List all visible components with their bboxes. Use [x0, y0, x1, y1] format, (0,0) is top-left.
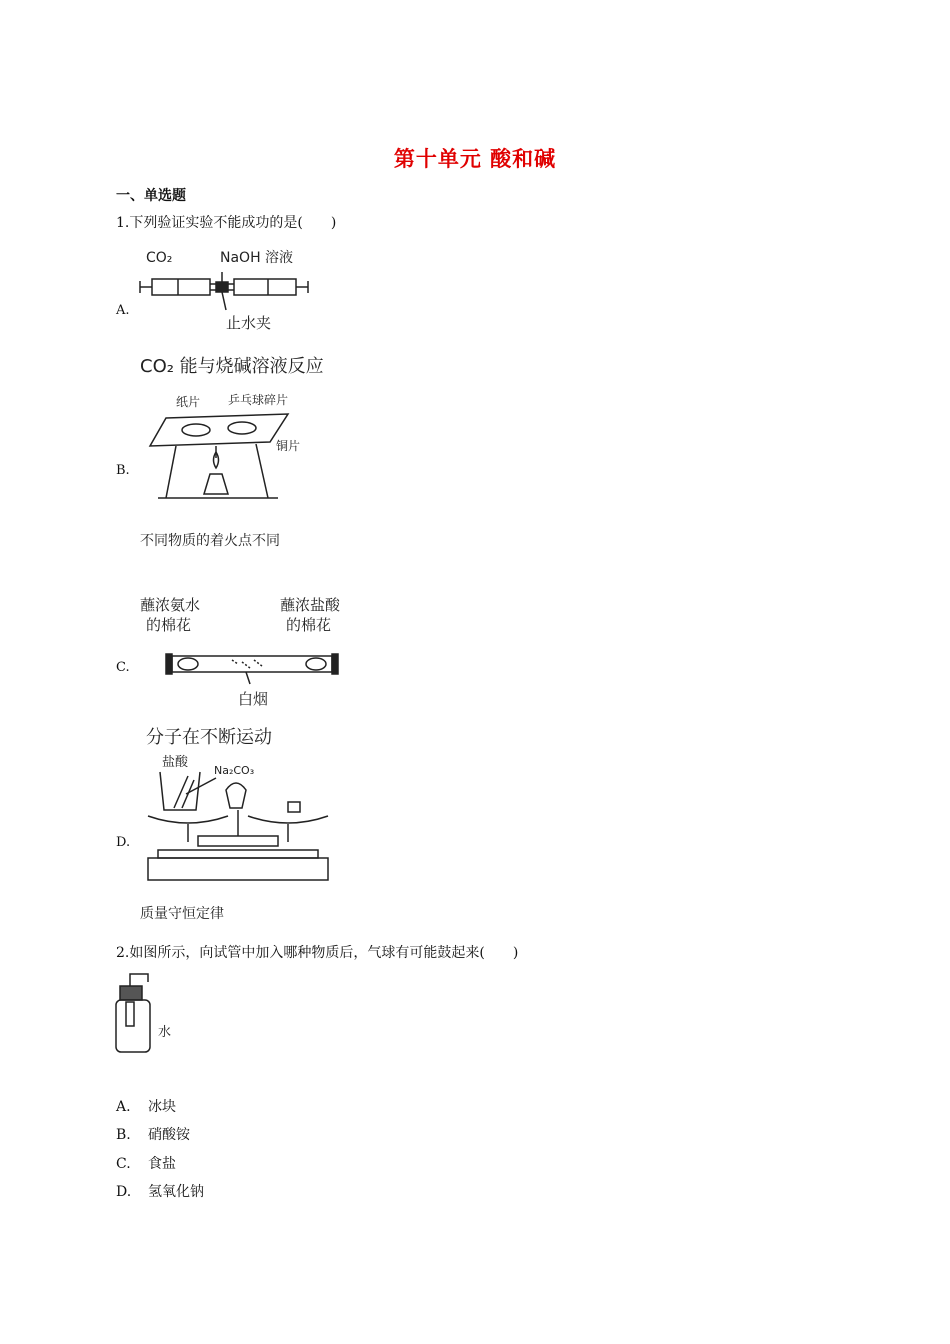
base-top: [158, 850, 318, 858]
cotton-left: [178, 658, 198, 670]
beam: [198, 836, 278, 846]
label-pingpong: 乒乓球碎片: [228, 393, 289, 407]
cotton-right: [306, 658, 326, 670]
label-ammonia-2: 的棉花: [146, 616, 192, 634]
flask: [226, 783, 246, 808]
label-hcl-2: 的棉花: [286, 616, 332, 634]
right-syringe: [228, 279, 308, 295]
q2-option-b[interactable]: [116, 1124, 190, 1144]
stopper: [120, 986, 142, 1000]
label-hcl-1: 蘸浓盐酸: [280, 596, 341, 614]
label-hcl: 盐酸: [162, 755, 189, 770]
q1-option-a-letter: A.: [116, 303, 130, 318]
beaker: [160, 772, 200, 810]
q2-option-a[interactable]: [116, 1096, 176, 1116]
burner: [204, 474, 228, 494]
q1-option-c-letter: C.: [116, 660, 130, 675]
q2-option-c[interactable]: [116, 1153, 176, 1173]
q2-option-d-letter: D.: [116, 1184, 132, 1200]
q2-option-d[interactable]: [116, 1181, 204, 1201]
section-heading: 一、单选题: [116, 188, 186, 204]
q2-option-c-letter: C.: [116, 1156, 131, 1172]
label-copper: 铜片: [276, 439, 301, 453]
question-2-stem: 2.如图所示，向试管中加入哪种物质后，气球有可能鼓起来( ): [116, 945, 519, 961]
tripod-burner-diagram: [138, 388, 318, 506]
glass-tube-diagram: [138, 590, 368, 710]
glass-tube: [172, 656, 332, 672]
paper-piece: [182, 424, 210, 436]
balance-diagram: [138, 750, 338, 890]
q2-option-c-text: 食盐: [148, 1156, 176, 1172]
label-co2: CO₂: [146, 250, 173, 266]
q1-option-d-caption: 质量守恒定律: [140, 906, 224, 922]
q2-option-b-text: 硝酸铵: [148, 1127, 190, 1143]
bottle-balloon-diagram: [112, 968, 182, 1056]
q1-option-b-letter: B.: [116, 463, 130, 478]
label-na2co3: Na₂CO₃: [214, 764, 255, 777]
q1-option-a-caption: CO₂ 能与烧碱溶液反应: [140, 356, 324, 377]
syringe-diagram: [138, 242, 318, 334]
copper-plate: [150, 414, 288, 446]
label-ammonia-1: 蘸浓氨水: [140, 596, 201, 614]
weights: [288, 802, 300, 812]
clamp: [216, 272, 228, 310]
label-clamp: 止水夹: [226, 314, 272, 332]
question-1-stem: 1.下列验证实验不能成功的是( ): [116, 215, 337, 231]
test-tube: [126, 1002, 134, 1026]
q2-option-d-text: 氢氧化钠: [148, 1184, 204, 1200]
label-water: 水: [158, 1025, 172, 1040]
page-title: 第十单元 酸和碱: [393, 147, 557, 171]
q2-option-a-text: 冰块: [148, 1099, 176, 1115]
label-naoh: NaOH 溶液: [220, 250, 294, 266]
base: [148, 858, 328, 880]
left-pan: [148, 816, 228, 823]
q1-option-d-letter: D.: [116, 835, 131, 850]
label-paper: 纸片: [176, 395, 201, 409]
q1-option-b-caption: 不同物质的着火点不同: [140, 533, 280, 549]
q2-option-b-letter: B.: [116, 1127, 131, 1143]
label-white-smoke: 白烟: [238, 690, 269, 708]
pingpong-piece: [228, 422, 256, 434]
left-syringe: [140, 279, 216, 295]
right-pan: [248, 816, 328, 823]
balloon-tube: [130, 974, 148, 986]
q2-option-a-letter: A.: [116, 1099, 131, 1115]
q1-option-c-caption: 分子在不断运动: [146, 727, 272, 748]
